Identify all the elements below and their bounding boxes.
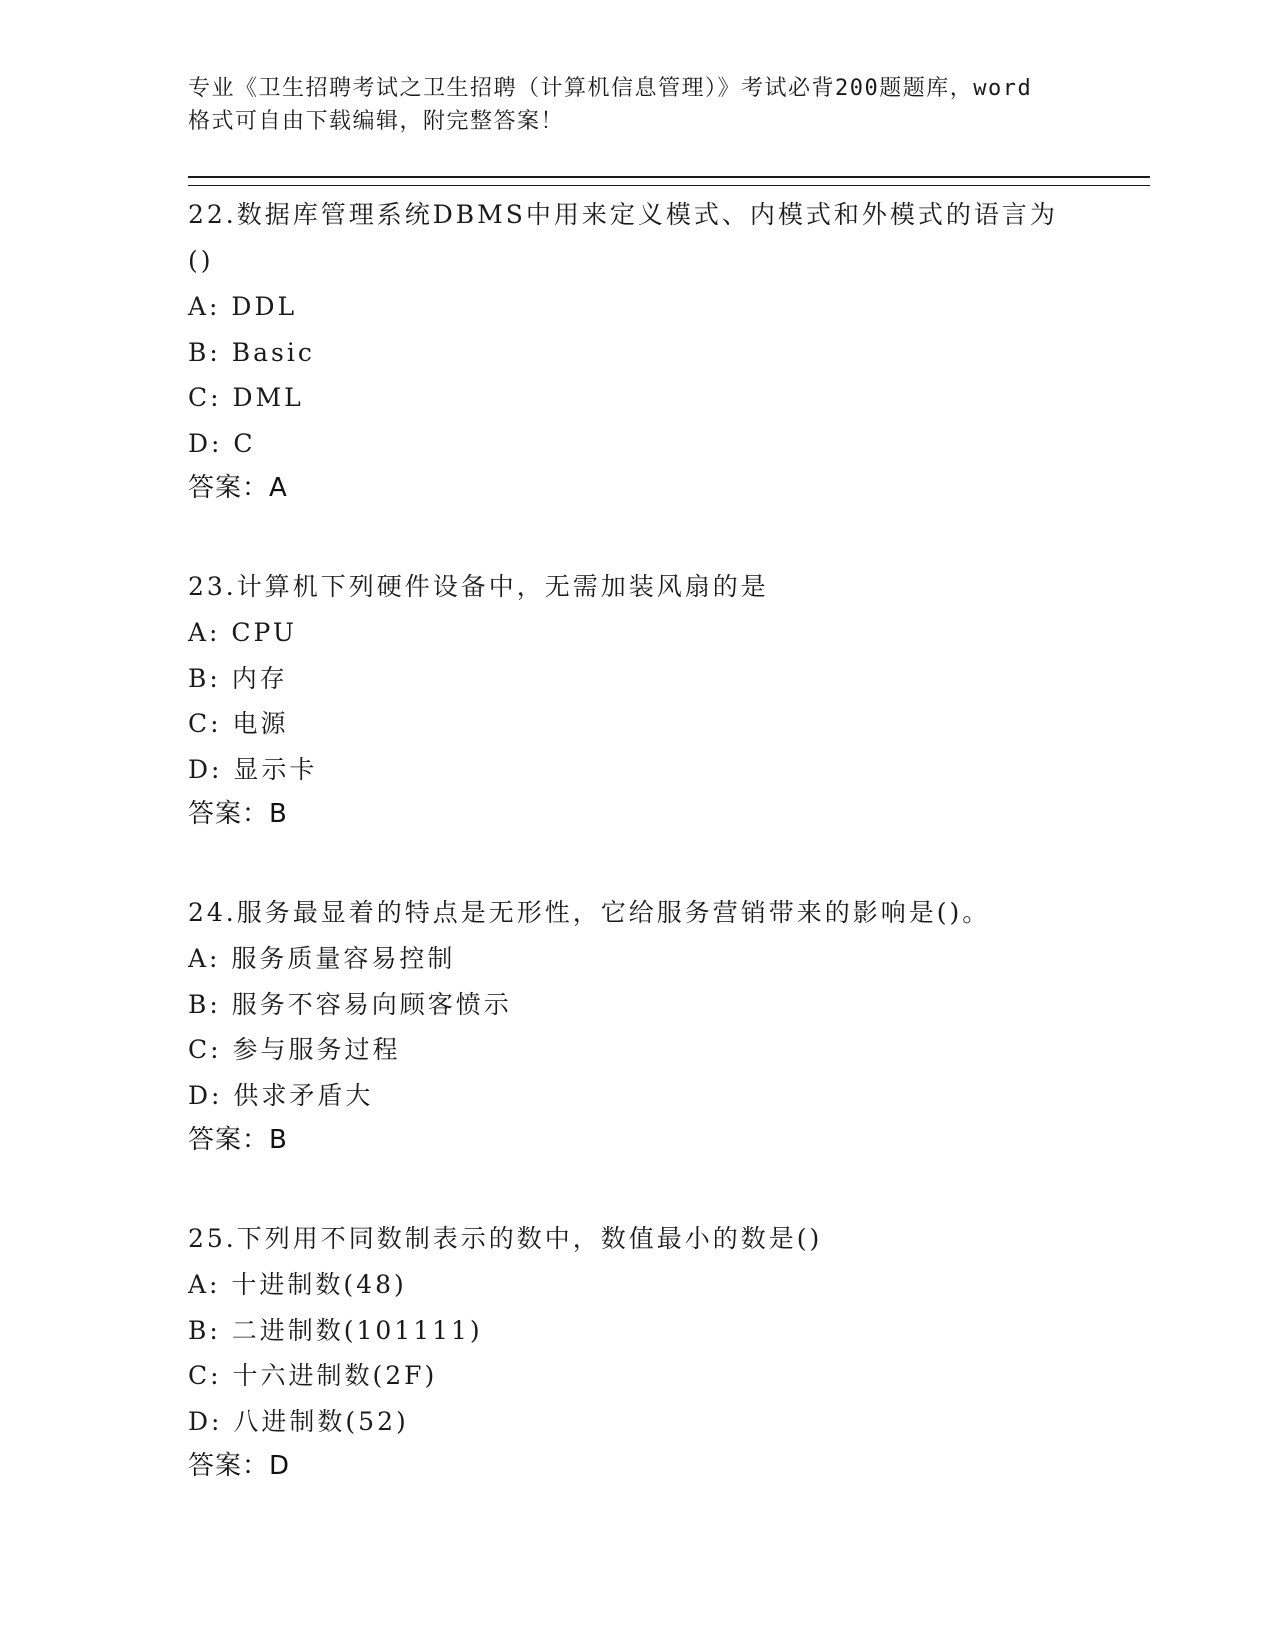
option-c: C: 参与服务过程 — [188, 1035, 401, 1064]
question-23 — [188, 564, 1150, 836]
question-22 — [188, 192, 1150, 510]
question-stem-continued: () — [188, 246, 214, 275]
option-d: D: C — [188, 428, 256, 458]
option-c: C: 电源 — [188, 709, 289, 738]
option-a: A: CPU — [188, 618, 298, 647]
option-a: A: DDL — [188, 292, 298, 321]
header-line-2: 格式可自由下载编辑，附完整答案！ — [188, 109, 565, 134]
option-d: D: 显示卡 — [188, 754, 318, 784]
header-line-1: 专业《卫生招聘考试之卫生招聘（计算机信息管理）》考试必背200题题库，word — [188, 76, 1033, 101]
answer: 答案：D — [188, 1451, 291, 1481]
option-b: B: 内存 — [188, 663, 288, 693]
question-stem: 25.下列用不同数制表示的数中，数值最小的数是() — [188, 1224, 823, 1253]
option-a: A: 服务质量容易控制 — [188, 944, 456, 973]
option-b: B: 二进制数(101111) — [188, 1315, 483, 1345]
header-divider — [188, 176, 1150, 186]
question-stem: 24.服务最显着的特点是无形性，它给服务营销带来的影响是()。 — [188, 898, 991, 927]
question-25 — [188, 1216, 1150, 1488]
question-stem: 23.计算机下列硬件设备中，无需加装风扇的是 — [188, 572, 769, 601]
answer: 答案：B — [188, 799, 288, 829]
question-24 — [188, 890, 1150, 1162]
question-list — [188, 192, 1150, 1488]
option-b: B: 服务不容易向顾客愤示 — [188, 989, 512, 1019]
document-header — [188, 72, 1150, 138]
document-page — [188, 72, 1150, 1542]
option-b: B: Basic — [188, 337, 315, 367]
option-d: D: 供求矛盾大 — [188, 1080, 374, 1110]
answer: 答案：A — [188, 473, 288, 503]
answer: 答案：B — [188, 1125, 288, 1155]
option-c: C: DML — [188, 383, 304, 412]
question-stem: 22.数据库管理系统DBMS中用来定义模式、内模式和外模式的语言为 — [188, 200, 1058, 229]
option-a: A: 十进制数(48) — [188, 1270, 407, 1299]
option-d: D: 八进制数(52) — [188, 1406, 409, 1436]
option-c: C: 十六进制数(2F) — [188, 1361, 438, 1390]
